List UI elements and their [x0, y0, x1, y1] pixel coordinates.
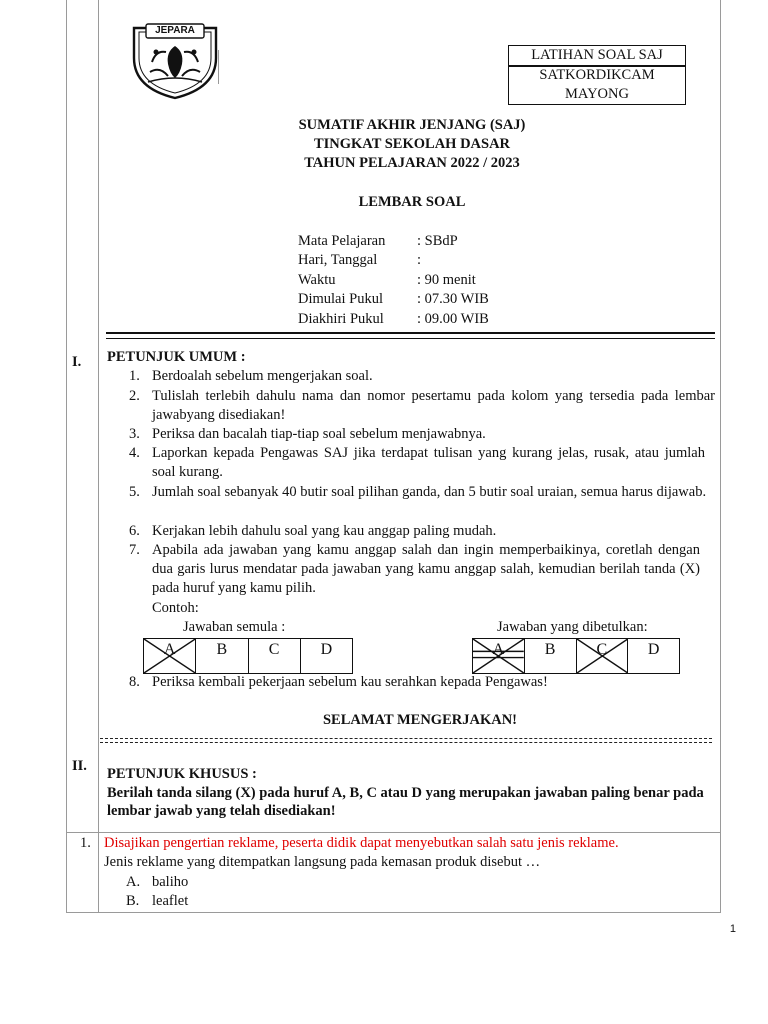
option-letter: B — [216, 641, 228, 658]
corrected-answer-example — [472, 638, 680, 674]
info-label: Hari, Tanggal — [298, 252, 378, 268]
list-item-number: 7. — [129, 542, 140, 558]
option-cell-b — [524, 639, 576, 673]
title-line-2: TINGKAT SEKOLAH DASAR — [313, 136, 511, 152]
title-line-1: SUMATIF AKHIR JENJANG (SAJ) — [298, 117, 526, 133]
list-item-number: 8. — [129, 674, 140, 690]
option-letter: D — [320, 641, 333, 658]
option-letter: C — [596, 641, 608, 658]
box-line-2: SATKORDIKCAM — [539, 67, 655, 83]
lembar-soal-title: LEMBAR SOAL — [358, 194, 466, 210]
option-cell-b — [195, 639, 247, 673]
jawaban-semula-label: Jawaban semula : — [183, 619, 286, 635]
header-double-rule — [106, 332, 715, 339]
dashed-separator — [100, 738, 712, 739]
option-cell-a — [144, 639, 195, 673]
list-item-number: 6. — [129, 523, 140, 539]
page-number: 1 — [729, 923, 736, 935]
info-label: Mata Pelajaran — [298, 233, 386, 249]
original-answer-example — [143, 638, 353, 674]
box-line-3: MAYONG — [565, 86, 629, 102]
answer-option: baliho — [152, 874, 189, 890]
info-label: Waktu — [298, 272, 336, 288]
option-cell-a — [473, 639, 524, 673]
info-label: Diakhiri Pukul — [298, 311, 384, 327]
list-item: Tulislah terlebih dahulu nama dan nomor pesertamu pada kolom yang tersedia pada lembar jawabyang disediakan! — [152, 388, 715, 423]
logo-side-mark — [218, 50, 219, 84]
option-letter: A — [492, 641, 505, 658]
option-letter: B. — [126, 893, 140, 909]
info-value: : 09.00 WIB — [417, 311, 489, 327]
selamat-mengerjakan: SELAMAT MENGERJAKAN! — [322, 712, 517, 728]
petunjuk-umum-heading: PETUNJUK UMUM : — [107, 349, 246, 365]
list-item: Kerjakan lebih dahulu soal yang kau anggap paling mudah. — [152, 523, 497, 539]
answer-option: leaflet — [152, 893, 189, 909]
list-item: Berdoalah sebelum mengerjakan soal. — [152, 368, 373, 384]
option-letter: A. — [126, 874, 141, 890]
list-item: Laporkan kepada Pengawas SAJ jika terdapat tulisan yang kurang jelas, rusak, atau jumlah soal kurang. — [152, 445, 705, 480]
list-item-number: 4. — [129, 445, 140, 461]
petunjuk-khusus-heading: PETUNJUK KHUSUS : — [107, 766, 257, 782]
special-instruction: Berilah tanda silang (X) pada huruf A, B, C atau D yang merupakan jawaban paling benar pada lembar jawab yang telah disediakan! — [107, 785, 704, 819]
cross-mark-icon — [577, 639, 628, 673]
section-1-roman: I. — [72, 354, 82, 370]
info-value: : 07.30 WIB — [417, 291, 489, 307]
struck-cross-mark-icon — [473, 639, 524, 673]
option-letter: B — [544, 641, 556, 658]
option-cell-d — [627, 639, 679, 673]
question-row-top-border — [66, 832, 721, 833]
list-item-number: 3. — [129, 426, 140, 442]
option-letter: D — [647, 641, 660, 658]
list-item: Jumlah soal sebanyak 40 butir soal pilihan ganda, dan 5 butir soal uraian, semua harus dijawab. — [152, 484, 707, 500]
list-item-number: 5. — [129, 484, 140, 500]
info-label: Dimulai Pukul — [298, 291, 383, 307]
option-cell-d — [300, 639, 352, 673]
list-item: Periksa dan bacalah tiap-tiap soal sebelum menjawabnya. — [152, 426, 486, 442]
option-letter: A — [163, 641, 176, 658]
option-letter: C — [268, 641, 280, 658]
title-line-3: TAHUN PELAJARAN 2022 / 2023 — [304, 155, 520, 171]
question-number: 1. — [80, 835, 91, 851]
logo-text: JEPARA — [155, 25, 195, 36]
jawaban-dibetulkan-label: Jawaban yang dibetulkan: — [497, 619, 648, 635]
contoh-label: Contoh: — [152, 600, 199, 616]
list-item: Periksa kembali pekerjaan sebelum kau serahkan kepada Pengawas! — [152, 674, 548, 690]
option-cell-c — [576, 639, 628, 673]
exam-label-box — [508, 45, 686, 105]
box-line-1: LATIHAN SOAL SAJ — [531, 47, 663, 63]
info-value: : 90 menit — [417, 272, 476, 288]
list-item: Apabila ada jawaban yang kamu anggap salah dan ingin memperbaikinya, coretlah dengan dua garis lurus mendatar pada jawaban yang kamu anggap salah, kemudian berilah tanda (X) pada huruf yang kamu pilih. — [152, 542, 700, 596]
number-column-divider — [98, 0, 99, 913]
cross-mark-icon — [144, 639, 195, 673]
jepara-logo — [130, 22, 220, 100]
list-item-number: 2. — [129, 388, 140, 404]
option-cell-c — [248, 639, 300, 673]
question-indicator: Disajikan pengertian reklame, peserta didik dapat menyebutkan salah satu jenis reklame. — [104, 835, 619, 851]
section-2-roman: II. — [72, 758, 87, 774]
question-stem: Jenis reklame yang ditempatkan langsung pada kemasan produk disebut … — [104, 854, 541, 870]
list-item-number: 1. — [129, 368, 140, 384]
info-value: : — [417, 252, 422, 268]
info-value: : SBdP — [417, 233, 458, 249]
dashed-separator — [100, 742, 712, 743]
